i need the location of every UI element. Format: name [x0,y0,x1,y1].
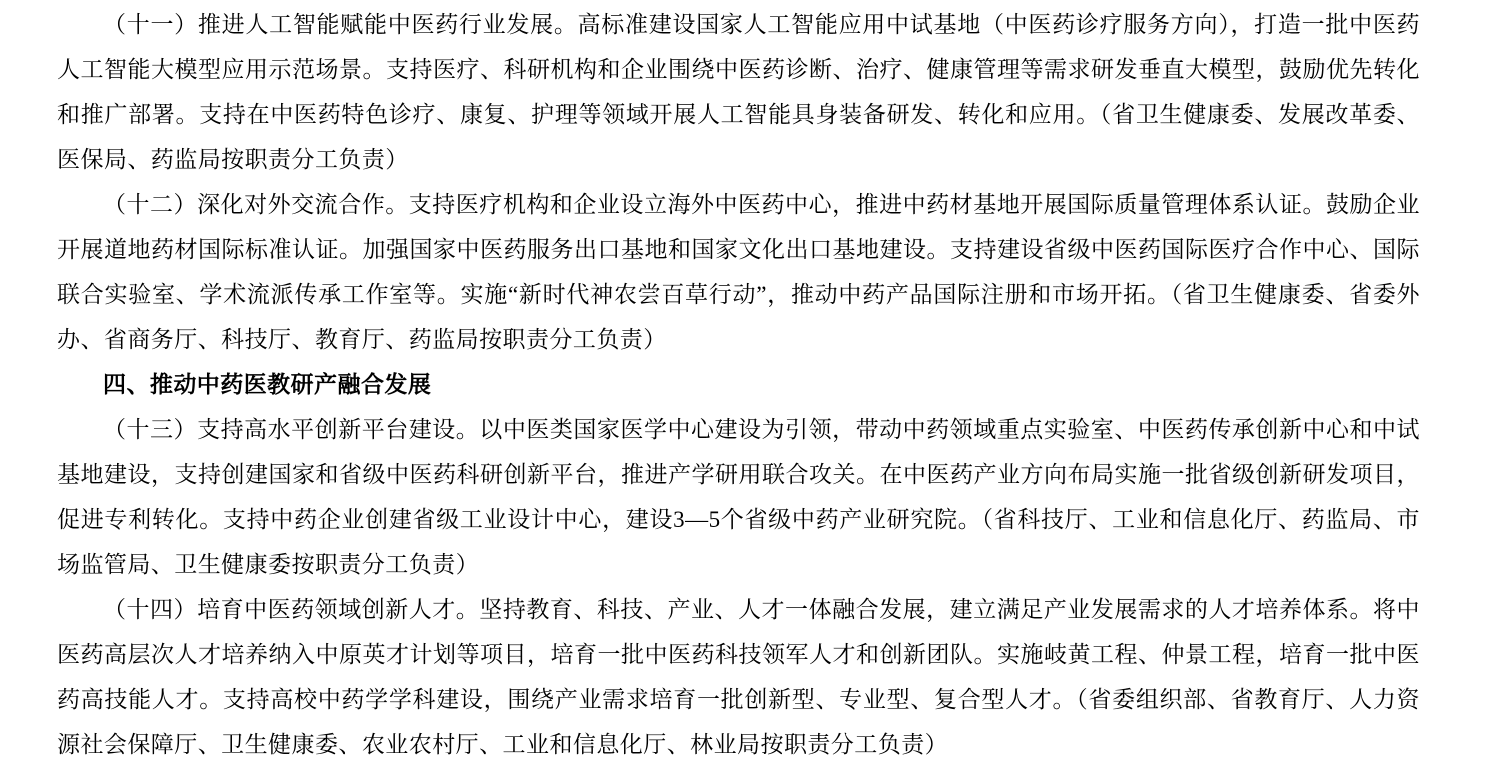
paragraph: （十一）推进人工智能赋能中医药行业发展。高标准建设国家人工智能应用中试基地（中医药诊疗服务方向），打造一批中医药人工智能大模型应用示范场景。支持医疗、科研机构和企业围绕中医药诊断、治疗、健康管理等需求研发垂直大模型，鼓励优先转化和推广部署。支持在中医药特色诊疗、康复、护理等领域开展人工智能具身装备研发、转化和应用。（省卫生健康委、发展改革委、医保局、药监局按职责分工负责） [57,12,1420,172]
paragraph: （十三）支持高水平创新平台建设。以中医类国家医学中心建设为引领，带动中药领域重点实验室、中医药传承创新中心和中试基地建设，支持创建国家和省级中医药科研创新平台，推进产学研用联合攻关。在中医药产业方向布局实施一批省级创新研发项目，促进专利转化。支持中药企业创建省级工业设计中心，建设3—5个省级中药产业研究院。（省科技厅、工业和信息化厅、药监局、市场监管局、卫生健康委按职责分工负责） [57,417,1420,577]
section-heading: 四、推动中药医教研产融合发展 [103,372,432,397]
paragraph: （十二）深化对外交流合作。支持医疗机构和企业设立海外中医药中心，推进中药材基地开展国际质量管理体系认证。鼓励企业开展道地药材国际标准认证。加强国家中医药服务出口基地和国家文化出口基地建设。支持建设省级中医药国际医疗合作中心、国际联合实验室、学术流派传承工作室等。实施“新时代神农尝百草行动”，推动中药产品国际注册和市场开拓。（省卫生健康委、省委外办、省商务厅、科技厅、教育厅、药监局按职责分工负责） [57,192,1420,352]
document-body [57,2,1420,767]
paragraph: （十四）培育中医药领域创新人才。坚持教育、科技、产业、人才一体融合发展，建立满足产业发展需求的人才培养体系。将中医药高层次人才培养纳入中原英才计划等项目，培育一批中医药科技领军人才和创新团队。实施岐黄工程、仲景工程，培育一批中医药高技能人才。支持高校中药学学科建设，围绕产业需求培育一批创新型、专业型、复合型人才。（省委组织部、省教育厅、人力资源社会保障厅、卫生健康委、农业农村厅、工业和信息化厅、林业局按职责分工负责） [57,597,1420,757]
